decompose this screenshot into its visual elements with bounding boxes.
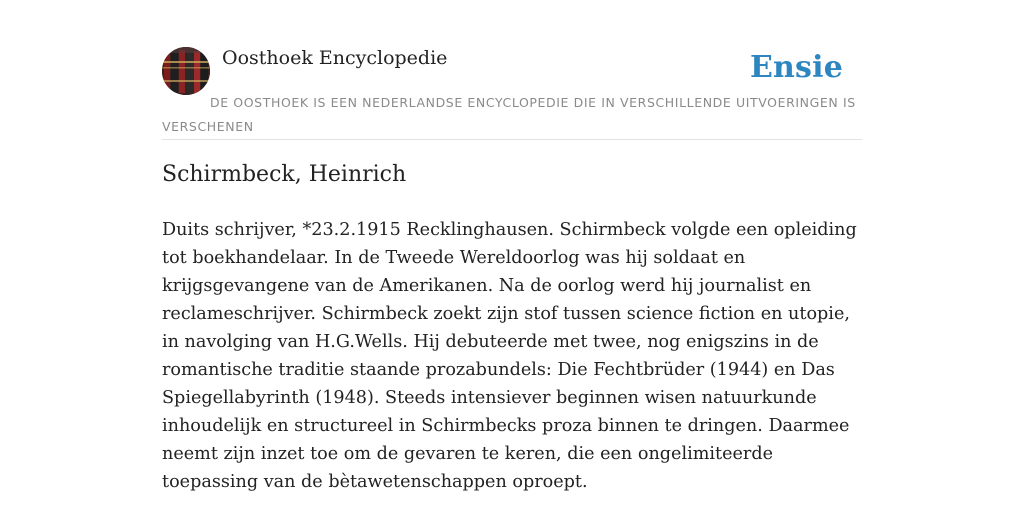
site-title[interactable]: Oosthoek Encyclopedie bbox=[222, 47, 448, 69]
brand-logo[interactable]: Ensie bbox=[749, 50, 843, 85]
site-header bbox=[162, 44, 862, 140]
book-spines-icon[interactable] bbox=[162, 47, 210, 95]
article-body: Duits schrijver, *23.2.1915 Recklinghausen. Schirmbeck volgde een opleiding tot boekhandelaar. In de Tweede Wereldoorlog was hij soldaat en krijgsgevangene van de Amerikanen. Na de oorlog werd hij journalist en reclameschrijver. Schirmbeck zoekt zijn stof tussen science fiction en utopie, in navolging van H.G.Wells. Hij debuteerde met twee, nog enigszins in de romantische traditie staande prozabundels: Die Fechtbrüder (1944) en Das Spiegellabyrinth (1948). Steeds intensiever beginnen wisen natuurkunde inhoudelijk en structureel in Schirmbecks proza binnen te dringen. Daarmee neemt zijn inzet toe om de gevaren te keren, die een ongelimiteerde toepassing van de bètawetenschappen oproept. bbox=[162, 220, 857, 492]
site-tagline: DE OOSTHOEK IS EEN NEDERLANDSE ENCYCLOPEDIE DIE IN VERSCHILLENDE UITVOERINGEN IS VERSCHENEN bbox=[162, 95, 856, 134]
article-title: Schirmbeck, Heinrich bbox=[162, 162, 407, 187]
